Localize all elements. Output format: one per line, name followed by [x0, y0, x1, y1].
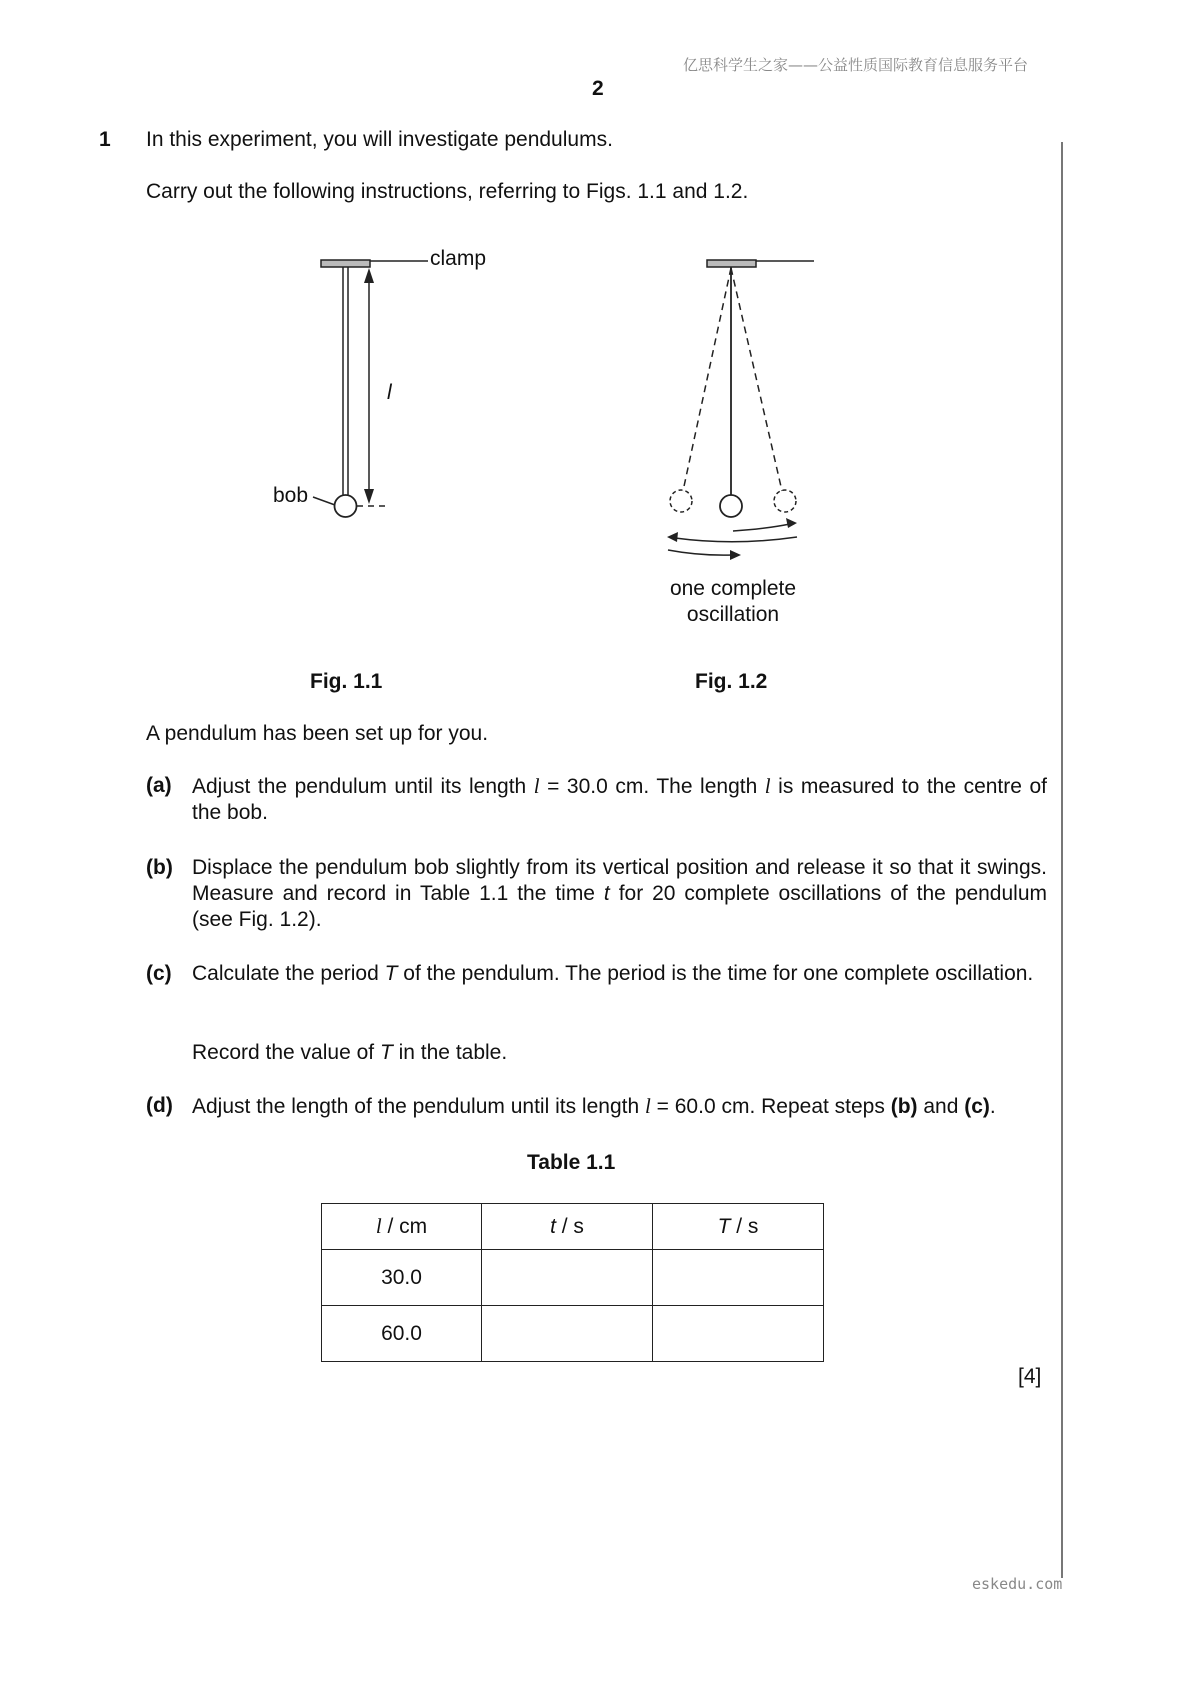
cell-period-entry[interactable]	[653, 1306, 824, 1362]
part-b-var-t: t	[603, 882, 610, 905]
part-b-label: (b)	[146, 856, 173, 879]
table-caption: Table 1.1	[527, 1151, 616, 1174]
header-period-var: T	[717, 1214, 731, 1238]
part-c-record	[192, 1040, 507, 1066]
results-table	[321, 1203, 824, 1362]
oscillation-arrow-lower	[668, 550, 733, 555]
part-c-text-1: Calculate the period	[192, 962, 385, 985]
table-row	[322, 1250, 824, 1306]
part-c-record-var-T: T	[379, 1041, 393, 1064]
pendulum-bob-right-dashed	[774, 490, 796, 512]
header-length	[322, 1204, 482, 1250]
part-d-step-c: (c)	[964, 1095, 990, 1118]
table-row	[322, 1306, 824, 1362]
part-c-text	[192, 961, 1047, 987]
fig-1-1-caption: Fig. 1.1	[310, 670, 383, 693]
table-header-row	[322, 1204, 824, 1250]
question-instructions: Carry out the following instructions, referring to Figs. 1.1 and 1.2.	[146, 180, 749, 203]
header-length-var: l	[375, 1214, 382, 1238]
part-a-var-l2: l	[764, 774, 771, 798]
margin-line	[1061, 142, 1063, 1578]
part-a-text-3: is measured to the centre of the bob.	[192, 775, 1047, 824]
page-number: 2	[592, 77, 604, 100]
part-c-record-1: Record the value of	[192, 1041, 380, 1064]
part-d-text	[192, 1093, 1052, 1120]
part-d-text-4: .	[989, 1095, 996, 1118]
marks: [4]	[1018, 1365, 1042, 1388]
pendulum-bob-1	[335, 495, 357, 517]
part-b-text	[192, 855, 1047, 933]
clamp-block-1	[321, 260, 370, 267]
pendulum-figures	[0, 230, 1000, 650]
cell-time-entry[interactable]	[482, 1250, 653, 1306]
part-d-text-2: = 60.0 cm. Repeat steps	[650, 1095, 891, 1118]
oscillation-arrow-upper	[733, 524, 790, 531]
header-time-var: t	[550, 1214, 556, 1238]
bob-leader-line	[313, 497, 335, 505]
dashed-string-left	[683, 268, 731, 491]
oscillation-arrow-middle-head	[667, 532, 678, 542]
clamp-block-2	[707, 260, 756, 267]
oscillation-arrow-middle	[675, 537, 797, 542]
setup-text: A pendulum has been set up for you.	[146, 722, 489, 745]
cell-length: 30.0	[322, 1250, 482, 1306]
cell-time-entry[interactable]	[482, 1306, 653, 1362]
part-d-step-b: (b)	[890, 1095, 918, 1118]
oscillation-arrow-upper-head	[786, 518, 797, 528]
fig-1-1-diagram	[273, 247, 486, 517]
oscillation-label-line2: oscillation	[686, 603, 780, 626]
part-b-text-1: Displace the pendulum bob slightly from its vertical position and release it so that it swings. Measure and record in Table 1.1 the time	[192, 856, 1047, 905]
fig-1-2-diagram	[667, 260, 814, 626]
part-a-text	[192, 773, 1047, 826]
dashed-string-right	[731, 268, 782, 491]
length-arrow-top	[364, 268, 374, 283]
header-time-unit: / s	[555, 1214, 584, 1238]
header-period-unit: / s	[730, 1214, 759, 1238]
clamp-label: clamp	[430, 247, 487, 270]
question-number: 1	[99, 128, 111, 151]
part-d-var-l: l	[644, 1094, 651, 1118]
pendulum-bob-left-dashed	[670, 490, 692, 512]
part-d-label: (d)	[146, 1094, 173, 1117]
oscillation-arrow-lower-head	[730, 550, 741, 560]
part-c-var-T: T	[384, 962, 398, 985]
watermark-header: 亿思科学生之家——公益性质国际教育信息服务平台	[683, 56, 1029, 74]
length-arrow-bottom	[364, 489, 374, 504]
header-time	[482, 1204, 653, 1250]
header-length-unit: / cm	[381, 1215, 428, 1238]
part-a-label: (a)	[146, 774, 172, 797]
cell-period-entry[interactable]	[653, 1250, 824, 1306]
bob-label: bob	[273, 484, 309, 507]
fig-1-2-caption: Fig. 1.2	[695, 670, 768, 693]
oscillation-label-line1: one complete	[669, 577, 797, 600]
question-intro: In this experiment, you will investigate pendulums.	[146, 128, 613, 151]
part-c-label: (c)	[146, 962, 172, 985]
part-d-text-1: Adjust the length of the pendulum until its length	[192, 1095, 645, 1118]
part-c-text-2: of the pendulum. The period is the time for one complete oscillation.	[397, 962, 1034, 985]
pendulum-bob-2	[720, 495, 742, 517]
part-a-text-1: Adjust the pendulum until its length	[192, 775, 534, 798]
part-c-record-2: in the table.	[392, 1041, 508, 1064]
part-b-text-2: for 20 complete oscillations of the pendulum (see Fig. 1.2).	[192, 882, 1047, 931]
length-label: l	[387, 381, 392, 404]
part-a-var-l: l	[533, 774, 540, 798]
part-a-text-2: = 30.0 cm. The length	[539, 775, 765, 798]
cell-length: 60.0	[322, 1306, 482, 1362]
part-d-text-3: and	[917, 1095, 965, 1118]
footer-site: eskedu.com	[972, 1575, 1063, 1593]
header-period	[653, 1204, 824, 1250]
